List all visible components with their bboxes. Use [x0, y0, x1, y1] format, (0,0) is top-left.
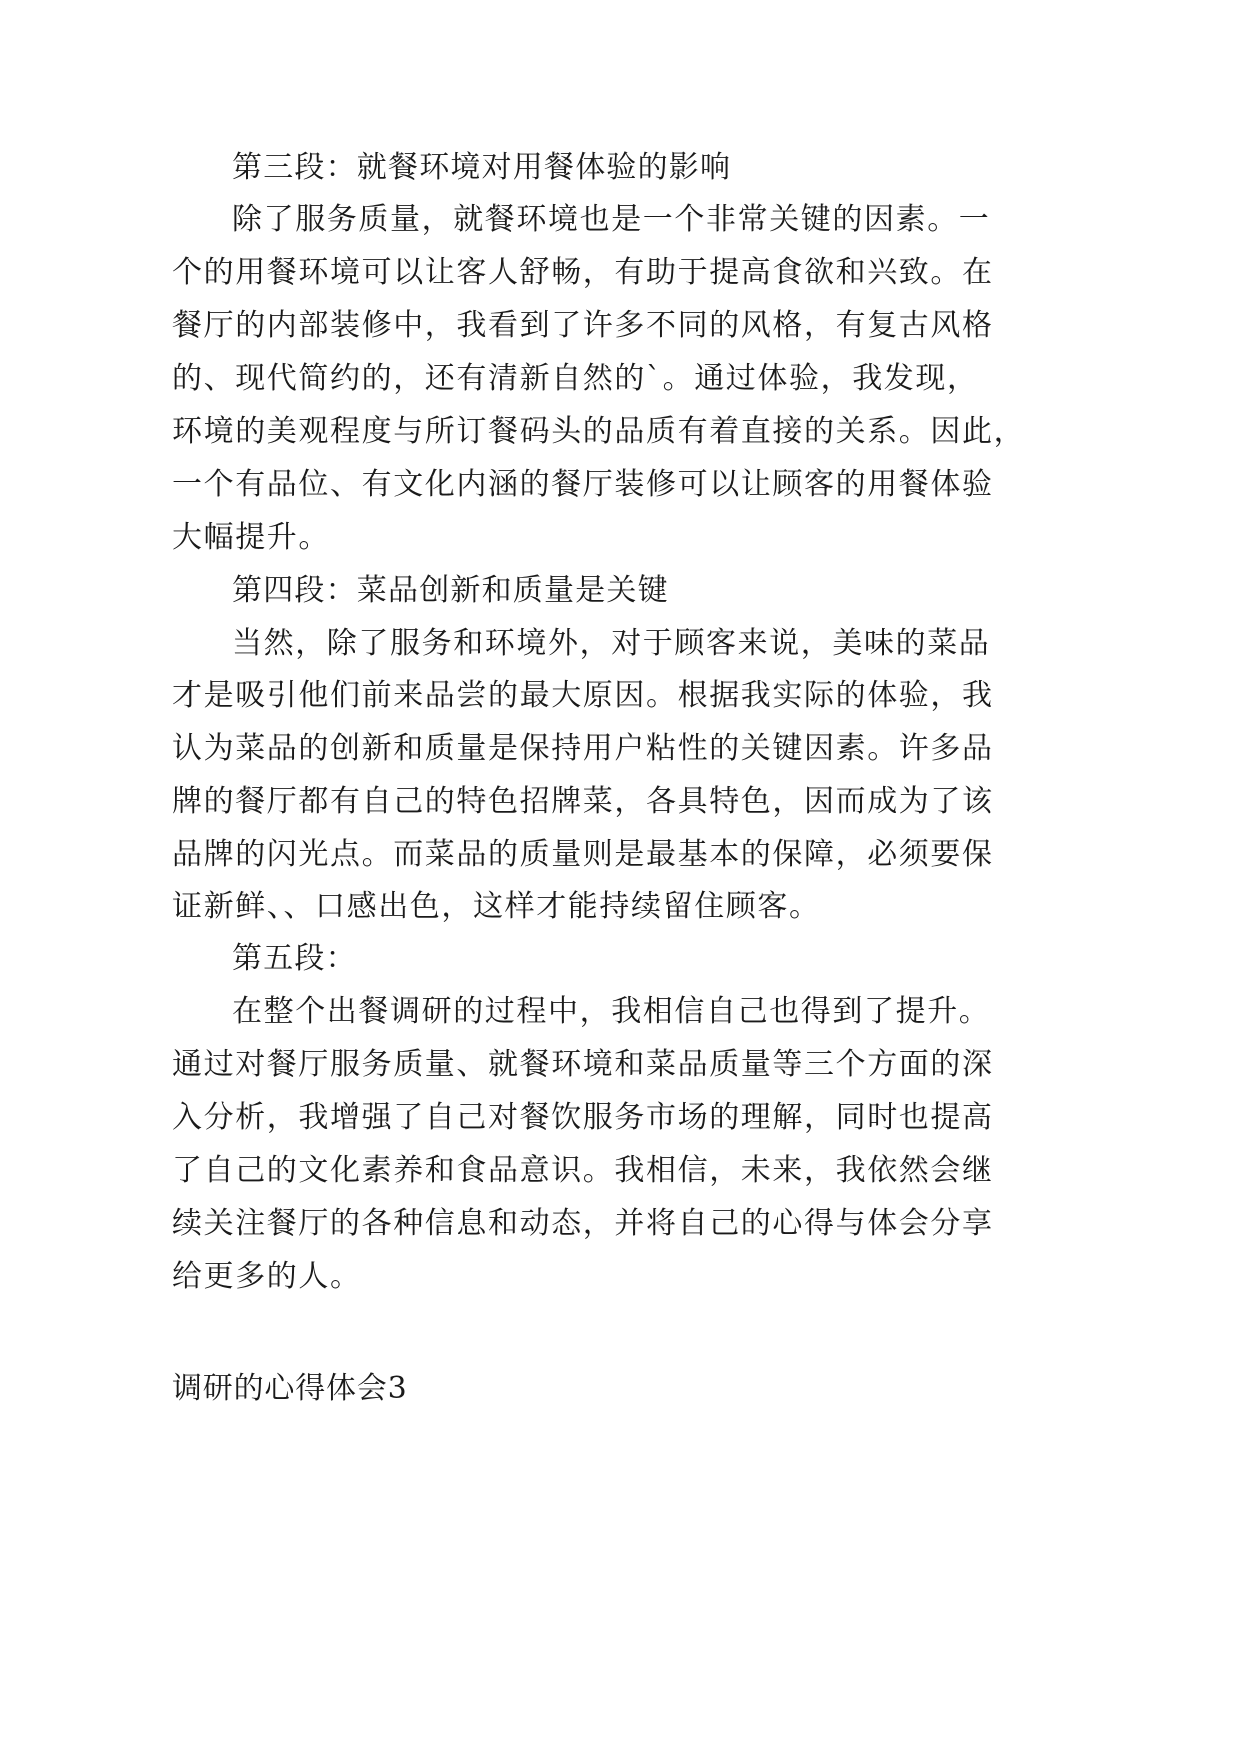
section4-line-6: 证新鲜、、口感出色，这样才能持续留住顾客。 — [172, 889, 821, 924]
section5-line-6: 给更多的人。 — [172, 1259, 362, 1294]
section4-heading: 第四段：菜品创新和质量是关键 — [232, 573, 669, 608]
section4-line-3: 认为菜品的创新和质量是保持用户粘性的关键因素。许多品 — [172, 731, 994, 766]
section5-line-4: 了自己的文化素养和食品意识。我相信，未来，我依然会继 — [172, 1153, 994, 1188]
section5-line-1: 在整个出餐调研的过程中，我相信自己也得到了提升。 — [232, 994, 991, 1029]
section4-line-1: 当然，除了服务和环境外，对于顾客来说，美味的菜品 — [232, 626, 991, 661]
section5-line-5: 续关注餐厅的各种信息和动态，并将自己的心得与体会分享 — [172, 1206, 994, 1241]
section5-heading: 第五段： — [232, 941, 357, 976]
section3-line-2: 个的用餐环境可以让客人舒畅，有助于提高食欲和兴致。在 — [172, 255, 994, 290]
section3-line-3: 餐厅的内部装修中，我看到了许多不同的风格，有复古风格 — [172, 308, 994, 343]
section3-heading: 第三段：就餐环境对用餐体验的影响 — [232, 150, 732, 185]
section3-line-7: 大幅提升。 — [172, 520, 330, 555]
section4-line-5: 品牌的闪光点。而菜品的质量则是最基本的保障，必须要保 — [172, 837, 994, 872]
section4-line-4: 牌的餐厅都有自己的特色招牌菜，各具特色，因而成为了该 — [172, 784, 994, 819]
section3-line-6: 一个有品位、有文化内涵的餐厅装修可以让顾客的用餐体验 — [172, 467, 994, 502]
section5-line-2: 通过对餐厅服务质量、就餐环境和菜品质量等三个方面的深 — [172, 1047, 994, 1082]
next-document-title: 调研的心得体会3 — [172, 1371, 408, 1406]
section3-line-4: 的、现代简约的，还有清新自然的`。通过体验，我发现， — [172, 361, 979, 396]
section5-line-3: 入分析，我增强了自己对餐饮服务市场的理解，同时也提高 — [172, 1100, 994, 1135]
section4-line-2: 才是吸引他们前来品尝的最大原因。根据我实际的体验，我 — [172, 678, 994, 713]
section3-line-1: 除了服务质量，就餐环境也是一个非常关键的因素。一 — [232, 202, 991, 237]
section3-line-5: 环境的美观程度与所订餐码头的品质有着直接的关系。因此， — [172, 414, 1026, 449]
